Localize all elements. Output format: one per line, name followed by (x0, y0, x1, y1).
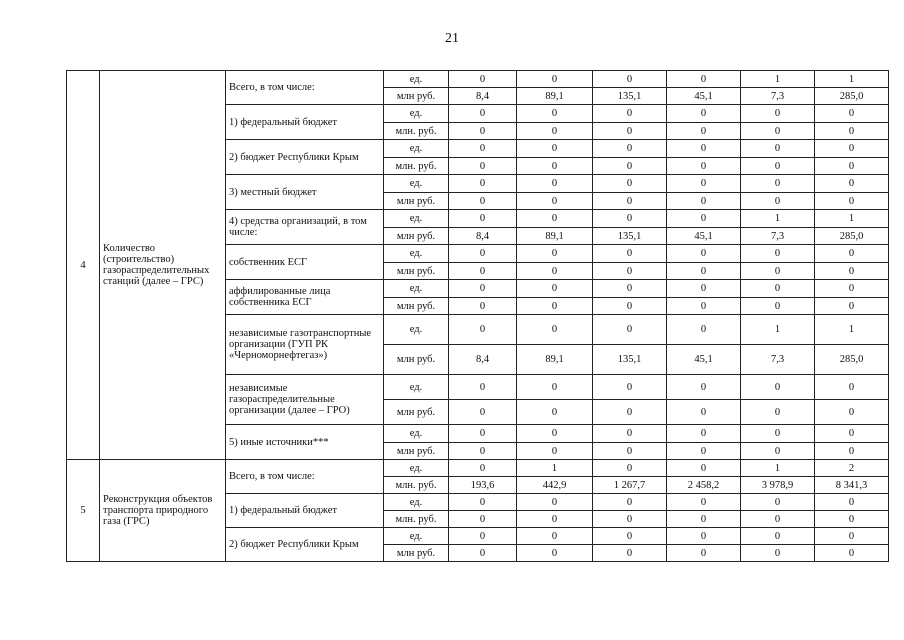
value-cell: 1 (741, 71, 815, 88)
value-cell: 0 (815, 400, 889, 425)
value-cell: 0 (517, 375, 593, 400)
unit-cell: ед. (384, 315, 449, 345)
source-label: 4) средства организаций, в том числе: (226, 210, 384, 245)
value-cell: 1 (741, 315, 815, 345)
source-label: 2) бюджет Республики Крым (226, 528, 384, 562)
value-cell: 8,4 (449, 228, 517, 245)
value-cell: 1 (815, 315, 889, 345)
value-cell: 1 (815, 71, 889, 88)
value-cell: 0 (667, 210, 741, 228)
unit-cell: ед. (384, 140, 449, 158)
value-cell: 89,1 (517, 345, 593, 375)
value-cell: 0 (667, 298, 741, 315)
value-cell: 0 (517, 263, 593, 280)
value-cell: 7,3 (741, 228, 815, 245)
value-cell: 8,4 (449, 345, 517, 375)
value-cell: 0 (593, 528, 667, 545)
value-cell: 0 (815, 123, 889, 140)
value-cell: 0 (667, 315, 741, 345)
value-cell: 89,1 (517, 228, 593, 245)
value-cell: 0 (449, 280, 517, 298)
value-cell: 8,4 (449, 88, 517, 105)
value-cell: 0 (449, 494, 517, 511)
value-cell: 0 (593, 545, 667, 562)
value-cell: 0 (593, 375, 667, 400)
section-number: 5 (67, 460, 100, 562)
source-label: аффилированные лица собственника ЕСГ (226, 280, 384, 315)
value-cell: 0 (741, 400, 815, 425)
value-cell: 0 (815, 263, 889, 280)
value-cell: 0 (741, 105, 815, 123)
section-title: Реконструкция объектов транспорта природного газа (ГРС) (100, 460, 226, 562)
value-cell: 0 (667, 511, 741, 528)
value-cell: 0 (517, 123, 593, 140)
page-number: 21 (445, 31, 459, 46)
value-cell: 0 (593, 443, 667, 460)
value-cell: 0 (593, 71, 667, 88)
value-cell: 7,3 (741, 345, 815, 375)
value-cell: 0 (741, 298, 815, 315)
value-cell: 0 (517, 245, 593, 263)
value-cell: 0 (517, 511, 593, 528)
unit-cell: млн руб. (384, 263, 449, 280)
unit-cell: млн руб. (384, 443, 449, 460)
budget-table (66, 70, 889, 562)
value-cell: 7,3 (741, 88, 815, 105)
value-cell: 0 (815, 175, 889, 193)
value-cell: 0 (449, 425, 517, 443)
value-cell: 0 (667, 545, 741, 562)
value-cell: 0 (815, 158, 889, 175)
value-cell: 0 (517, 193, 593, 210)
value-cell: 0 (449, 158, 517, 175)
value-cell: 0 (449, 123, 517, 140)
value-cell: 0 (667, 158, 741, 175)
value-cell: 0 (517, 545, 593, 562)
unit-cell: млн руб. (384, 193, 449, 210)
value-cell: 0 (815, 375, 889, 400)
value-cell: 0 (667, 175, 741, 193)
unit-cell: млн руб. (384, 228, 449, 245)
value-cell: 0 (741, 140, 815, 158)
value-cell: 0 (741, 528, 815, 545)
unit-cell: млн руб. (384, 545, 449, 562)
value-cell: 285,0 (815, 345, 889, 375)
value-cell: 0 (741, 245, 815, 263)
value-cell: 0 (815, 545, 889, 562)
unit-cell: млн руб. (384, 345, 449, 375)
value-cell: 0 (517, 140, 593, 158)
value-cell: 0 (449, 460, 517, 477)
value-cell: 0 (667, 494, 741, 511)
value-cell: 0 (517, 158, 593, 175)
value-cell: 135,1 (593, 228, 667, 245)
value-cell: 0 (449, 263, 517, 280)
value-cell: 0 (449, 175, 517, 193)
value-cell: 1 (741, 210, 815, 228)
value-cell: 0 (517, 400, 593, 425)
source-label: 1) федеральный бюджет (226, 494, 384, 528)
value-cell: 45,1 (667, 88, 741, 105)
value-cell: 0 (667, 245, 741, 263)
value-cell: 0 (741, 280, 815, 298)
value-cell: 0 (449, 443, 517, 460)
value-cell: 0 (667, 280, 741, 298)
value-cell: 2 (815, 460, 889, 477)
value-cell: 0 (741, 193, 815, 210)
value-cell: 0 (593, 494, 667, 511)
value-cell: 0 (815, 298, 889, 315)
value-cell: 0 (667, 140, 741, 158)
value-cell: 0 (667, 193, 741, 210)
value-cell: 0 (741, 263, 815, 280)
value-cell: 0 (517, 210, 593, 228)
value-cell: 0 (593, 158, 667, 175)
value-cell: 1 (517, 460, 593, 477)
table-row (67, 71, 889, 88)
unit-cell: млн руб. (384, 88, 449, 105)
value-cell: 0 (593, 175, 667, 193)
value-cell: 0 (449, 245, 517, 263)
value-cell: 1 267,7 (593, 477, 667, 494)
value-cell: 0 (667, 400, 741, 425)
value-cell: 2 458,2 (667, 477, 741, 494)
value-cell: 0 (815, 105, 889, 123)
value-cell: 0 (667, 528, 741, 545)
value-cell: 1 (815, 210, 889, 228)
value-cell: 0 (517, 298, 593, 315)
value-cell: 0 (667, 105, 741, 123)
value-cell: 0 (815, 425, 889, 443)
value-cell: 0 (593, 460, 667, 477)
value-cell: 0 (593, 298, 667, 315)
source-label: Всего, в том числе: (226, 71, 384, 105)
unit-cell: ед. (384, 460, 449, 477)
unit-cell: ед. (384, 245, 449, 263)
unit-cell: ед. (384, 175, 449, 193)
value-cell: 0 (449, 400, 517, 425)
value-cell: 0 (741, 375, 815, 400)
value-cell: 0 (593, 105, 667, 123)
source-label: 5) иные источники*** (226, 425, 384, 460)
source-label: независимые газораспределительные организации (далее – ГРО) (226, 375, 384, 425)
value-cell: 0 (517, 105, 593, 123)
value-cell: 0 (449, 71, 517, 88)
value-cell: 0 (517, 443, 593, 460)
unit-cell: млн. руб. (384, 123, 449, 140)
value-cell: 135,1 (593, 345, 667, 375)
value-cell: 0 (593, 140, 667, 158)
value-cell: 135,1 (593, 88, 667, 105)
source-label: независимые газотранспортные организации (ГУП РК «Черноморнефтегаз») (226, 315, 384, 375)
unit-cell: ед. (384, 210, 449, 228)
value-cell: 0 (815, 511, 889, 528)
value-cell: 442,9 (517, 477, 593, 494)
value-cell: 0 (449, 375, 517, 400)
source-label: 3) местный бюджет (226, 175, 384, 210)
value-cell: 45,1 (667, 228, 741, 245)
value-cell: 0 (741, 545, 815, 562)
value-cell: 0 (815, 245, 889, 263)
source-label: 1) федеральный бюджет (226, 105, 384, 140)
value-cell: 0 (593, 425, 667, 443)
value-cell: 0 (449, 140, 517, 158)
value-cell: 0 (815, 280, 889, 298)
value-cell: 0 (517, 280, 593, 298)
value-cell: 0 (741, 175, 815, 193)
value-cell: 0 (593, 280, 667, 298)
unit-cell: ед. (384, 105, 449, 123)
value-cell: 0 (517, 425, 593, 443)
value-cell: 0 (815, 193, 889, 210)
value-cell: 0 (593, 315, 667, 345)
value-cell: 0 (593, 263, 667, 280)
table-row (67, 460, 889, 477)
value-cell: 0 (517, 315, 593, 345)
value-cell: 0 (667, 71, 741, 88)
value-cell: 0 (517, 175, 593, 193)
source-label: собственник ЕСГ (226, 245, 384, 280)
value-cell: 0 (667, 123, 741, 140)
value-cell: 0 (741, 494, 815, 511)
value-cell: 0 (815, 494, 889, 511)
value-cell: 0 (667, 263, 741, 280)
value-cell: 3 978,9 (741, 477, 815, 494)
value-cell: 0 (667, 425, 741, 443)
value-cell: 285,0 (815, 228, 889, 245)
value-cell: 0 (449, 210, 517, 228)
value-cell: 0 (593, 123, 667, 140)
value-cell: 0 (517, 71, 593, 88)
value-cell: 0 (449, 545, 517, 562)
value-cell: 1 (741, 460, 815, 477)
value-cell: 0 (449, 315, 517, 345)
value-cell: 0 (741, 425, 815, 443)
unit-cell: ед. (384, 494, 449, 511)
value-cell: 285,0 (815, 88, 889, 105)
value-cell: 0 (741, 443, 815, 460)
value-cell: 0 (815, 140, 889, 158)
value-cell: 0 (449, 298, 517, 315)
value-cell: 45,1 (667, 345, 741, 375)
value-cell: 0 (449, 528, 517, 545)
value-cell: 0 (667, 460, 741, 477)
unit-cell: ед. (384, 375, 449, 400)
value-cell: 0 (449, 193, 517, 210)
source-label: 2) бюджет Республики Крым (226, 140, 384, 175)
unit-cell: млн. руб. (384, 511, 449, 528)
section-title: Количество (строительство) газораспределительных станций (далее – ГРС) (100, 71, 226, 460)
value-cell: 0 (593, 400, 667, 425)
value-cell: 0 (815, 443, 889, 460)
value-cell: 0 (593, 245, 667, 263)
unit-cell: ед. (384, 528, 449, 545)
value-cell: 0 (741, 511, 815, 528)
value-cell: 0 (517, 494, 593, 511)
value-cell: 0 (667, 443, 741, 460)
unit-cell: ед. (384, 280, 449, 298)
value-cell: 0 (593, 193, 667, 210)
value-cell: 0 (815, 528, 889, 545)
value-cell: 0 (741, 123, 815, 140)
value-cell: 0 (517, 528, 593, 545)
value-cell: 0 (667, 375, 741, 400)
value-cell: 0 (741, 158, 815, 175)
unit-cell: ед. (384, 71, 449, 88)
unit-cell: млн. руб. (384, 477, 449, 494)
value-cell: 0 (449, 511, 517, 528)
value-cell: 0 (593, 210, 667, 228)
value-cell: 0 (449, 105, 517, 123)
value-cell: 8 341,3 (815, 477, 889, 494)
unit-cell: млн руб. (384, 298, 449, 315)
source-label: Всего, в том числе: (226, 460, 384, 494)
value-cell: 89,1 (517, 88, 593, 105)
unit-cell: млн руб. (384, 400, 449, 425)
unit-cell: ед. (384, 425, 449, 443)
value-cell: 0 (593, 511, 667, 528)
value-cell: 193,6 (449, 477, 517, 494)
unit-cell: млн. руб. (384, 158, 449, 175)
section-number: 4 (67, 71, 100, 460)
